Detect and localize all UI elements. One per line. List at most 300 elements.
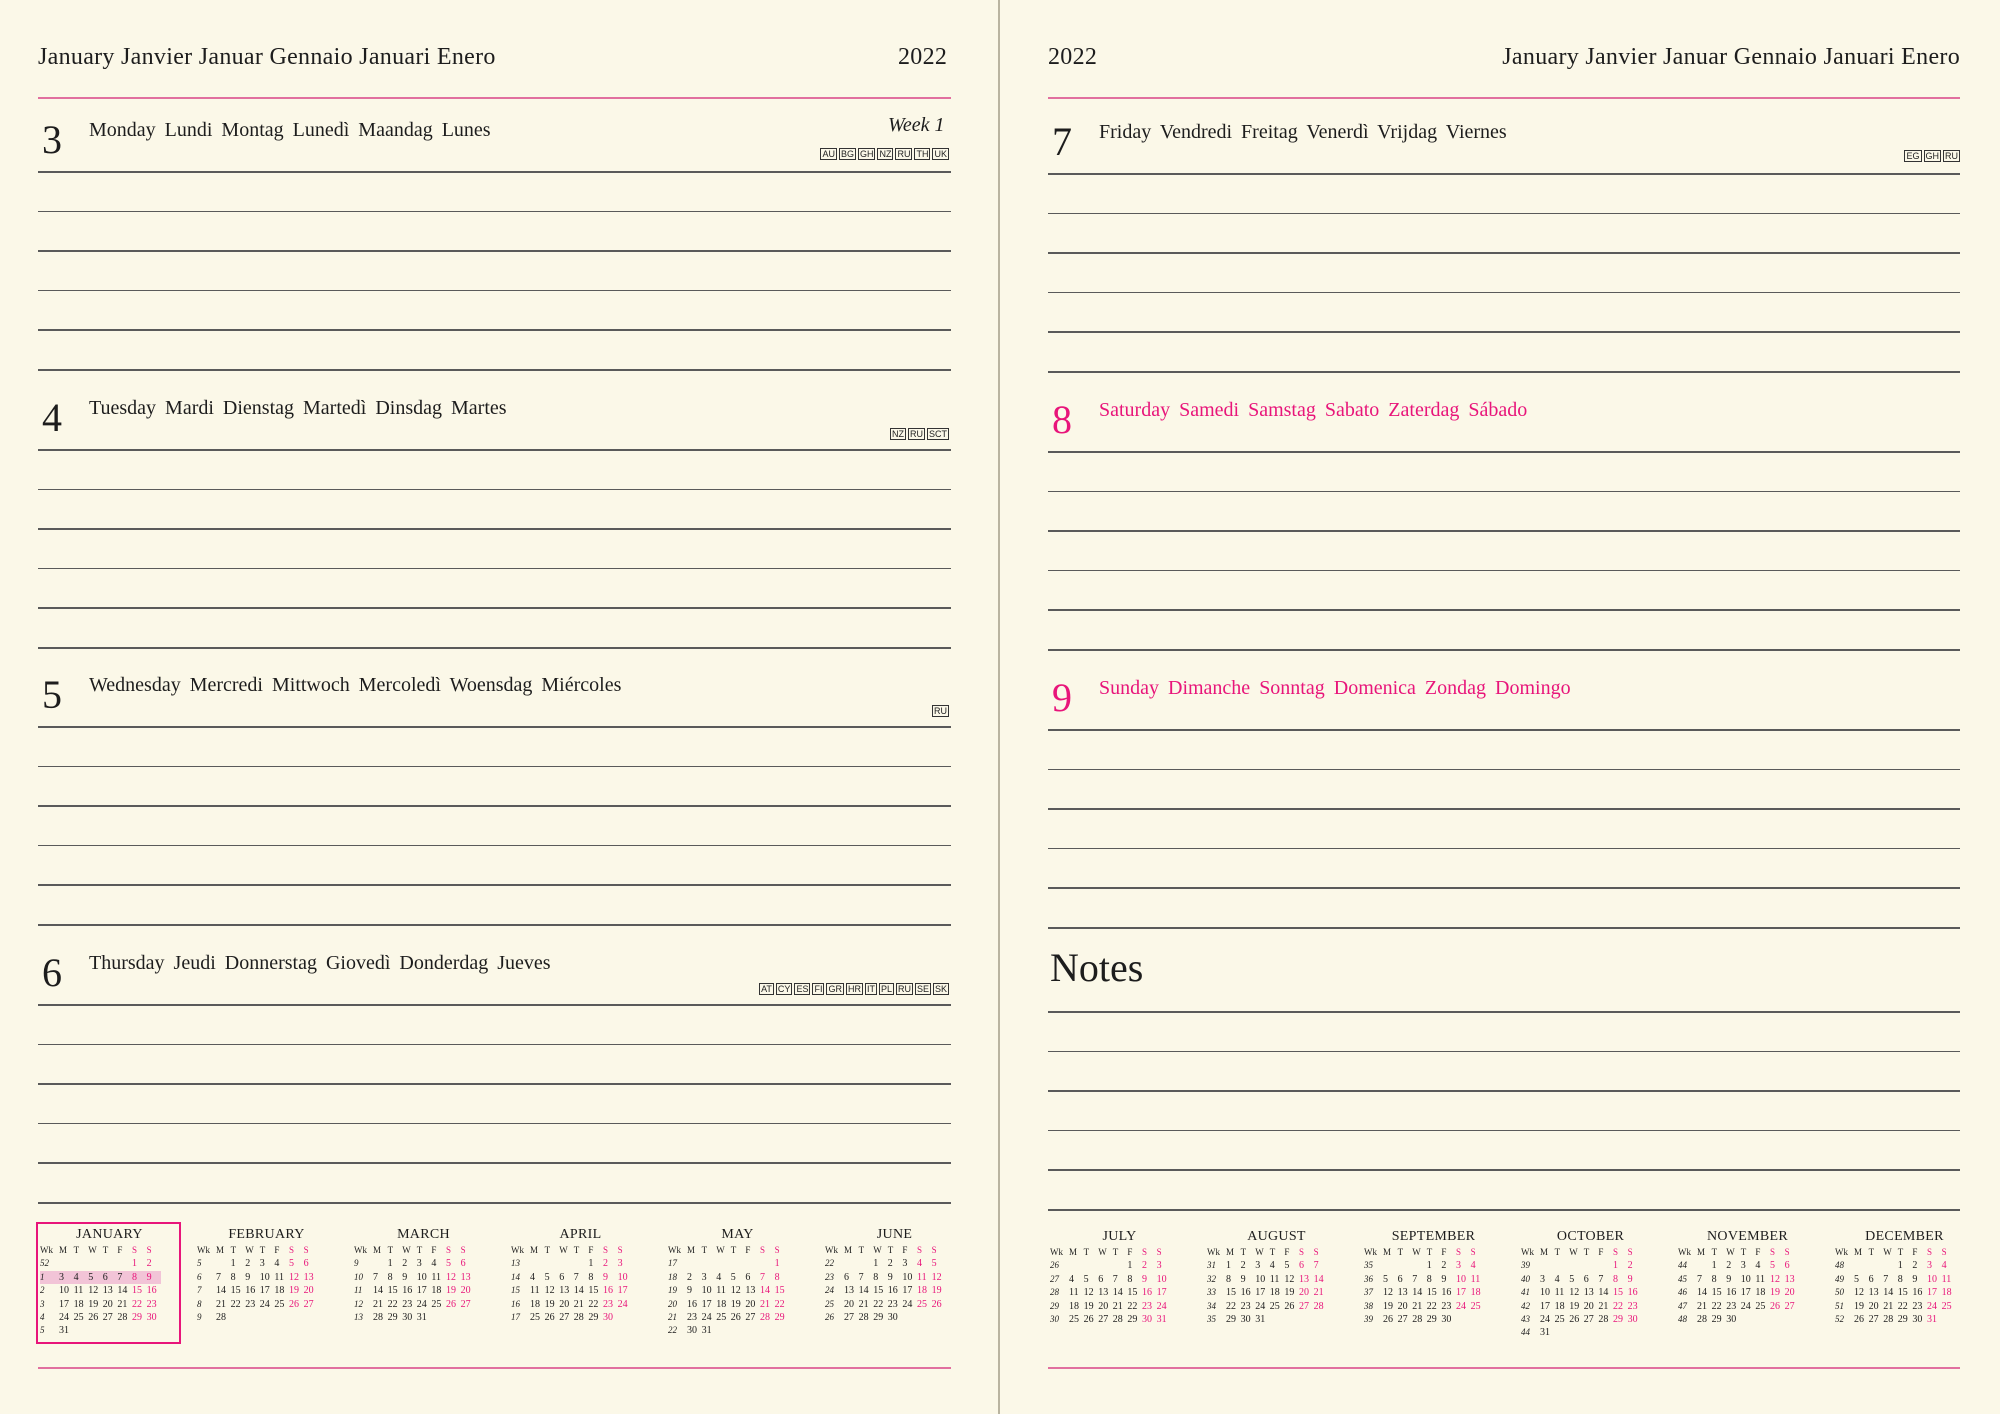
- calendar-day[interactable]: 8: [1711, 1273, 1717, 1285]
- calendar-day[interactable]: 24: [1740, 1300, 1751, 1312]
- calendar-day[interactable]: 19: [931, 1285, 942, 1297]
- calendar-day[interactable]: 29: [1426, 1314, 1437, 1326]
- calendar-day[interactable]: 24: [1926, 1300, 1937, 1312]
- calendar-day[interactable]: 18: [1941, 1287, 1952, 1299]
- calendar-day[interactable]: 7: [117, 1271, 132, 1284]
- calendar-day[interactable]: 6: [844, 1271, 849, 1283]
- calendar-day[interactable]: 17: [59, 1298, 69, 1310]
- calendar-day[interactable]: 28: [1598, 1314, 1609, 1326]
- calendar-day[interactable]: 6: [1583, 1273, 1589, 1285]
- writing-line[interactable]: [38, 568, 951, 570]
- calendar-day[interactable]: 28: [573, 1312, 584, 1324]
- calendar-day[interactable]: 17: [1455, 1287, 1466, 1299]
- notes-writing-line[interactable]: [1048, 1090, 1960, 1092]
- calendar-day[interactable]: 9: [1912, 1273, 1918, 1285]
- calendar-day[interactable]: 12: [544, 1285, 555, 1297]
- calendar-day[interactable]: 12: [1383, 1287, 1393, 1299]
- writing-line[interactable]: [38, 171, 951, 173]
- calendar-day[interactable]: 6: [460, 1258, 466, 1270]
- mini-calendar-july[interactable]: [1048, 1226, 1189, 1344]
- calendar-day[interactable]: 18: [916, 1285, 927, 1297]
- writing-line[interactable]: [1048, 927, 1960, 929]
- calendar-day[interactable]: 13: [303, 1271, 314, 1283]
- calendar-day[interactable]: 11: [916, 1271, 927, 1283]
- calendar-day[interactable]: 8: [1127, 1273, 1133, 1285]
- calendar-day[interactable]: 1: [873, 1258, 879, 1270]
- writing-line[interactable]: [1048, 530, 1960, 532]
- calendar-day[interactable]: 22: [131, 1298, 142, 1310]
- calendar-day[interactable]: 4: [431, 1258, 437, 1270]
- calendar-day[interactable]: 1: [588, 1258, 594, 1270]
- calendar-day[interactable]: 12: [288, 1271, 299, 1283]
- calendar-day[interactable]: 23: [402, 1298, 413, 1310]
- calendar-day[interactable]: 2: [1441, 1260, 1447, 1272]
- calendar-day[interactable]: 1: [774, 1258, 780, 1270]
- calendar-day[interactable]: 23: [1726, 1300, 1737, 1312]
- calendar-day[interactable]: 19: [445, 1285, 456, 1297]
- calendar-day[interactable]: 13: [460, 1271, 471, 1283]
- calendar-day[interactable]: 20: [844, 1298, 854, 1310]
- calendar-day[interactable]: 20: [1868, 1300, 1879, 1312]
- calendar-day[interactable]: 3: [259, 1258, 265, 1270]
- notes-writing-line[interactable]: [1048, 1130, 1960, 1132]
- calendar-day[interactable]: 20: [460, 1285, 471, 1297]
- calendar-day[interactable]: 28: [1697, 1314, 1707, 1326]
- calendar-day[interactable]: 13: [1298, 1273, 1309, 1285]
- calendar-day[interactable]: 2: [402, 1258, 408, 1270]
- calendar-day[interactable]: 9: [887, 1271, 893, 1283]
- calendar-day[interactable]: 13: [559, 1285, 570, 1297]
- calendar-day[interactable]: 11: [716, 1285, 726, 1297]
- calendar-day[interactable]: 21: [1883, 1300, 1894, 1312]
- calendar-day[interactable]: 25: [1269, 1300, 1280, 1312]
- calendar-day[interactable]: 23: [1441, 1300, 1452, 1312]
- calendar-day[interactable]: 31: [1156, 1314, 1167, 1326]
- calendar-day[interactable]: 27: [844, 1312, 854, 1324]
- calendar-day[interactable]: 11: [274, 1271, 285, 1283]
- calendar-day[interactable]: 5: [1284, 1260, 1290, 1272]
- calendar-day[interactable]: 18: [716, 1298, 727, 1310]
- calendar-day[interactable]: 9: [1627, 1273, 1633, 1285]
- writing-line[interactable]: [1048, 292, 1960, 294]
- calendar-day[interactable]: 20: [303, 1285, 314, 1297]
- calendar-day[interactable]: 19: [730, 1298, 741, 1310]
- calendar-day[interactable]: 29: [131, 1312, 142, 1324]
- calendar-day[interactable]: 23: [1627, 1300, 1638, 1312]
- calendar-day[interactable]: 17: [1926, 1287, 1937, 1299]
- writing-line[interactable]: [1048, 173, 1960, 175]
- calendar-day[interactable]: 12: [1083, 1287, 1094, 1299]
- writing-line[interactable]: [1048, 887, 1960, 889]
- writing-line[interactable]: [38, 449, 951, 451]
- calendar-day[interactable]: 28: [117, 1312, 128, 1324]
- calendar-day[interactable]: 29: [1127, 1314, 1138, 1326]
- calendar-day[interactable]: 10: [1455, 1273, 1466, 1285]
- mini-calendar-august[interactable]: [1205, 1226, 1346, 1344]
- calendar-day[interactable]: 15: [230, 1285, 241, 1297]
- calendar-day[interactable]: 27: [1098, 1314, 1109, 1326]
- notes-writing-line[interactable]: [1048, 1209, 1960, 1211]
- calendar-day[interactable]: 14: [373, 1285, 383, 1297]
- calendar-day[interactable]: 2: [245, 1258, 251, 1270]
- calendar-day[interactable]: 27: [460, 1298, 471, 1310]
- calendar-day[interactable]: 9: [245, 1271, 251, 1283]
- calendar-day[interactable]: 19: [88, 1298, 99, 1310]
- calendar-day[interactable]: 16: [146, 1285, 157, 1297]
- writing-line[interactable]: [38, 250, 951, 252]
- calendar-day[interactable]: 6: [1098, 1273, 1104, 1285]
- calendar-day[interactable]: 15: [873, 1285, 884, 1297]
- calendar-day[interactable]: 6: [745, 1271, 751, 1283]
- calendar-day[interactable]: 9: [602, 1271, 608, 1283]
- calendar-day[interactable]: 17: [259, 1285, 270, 1297]
- calendar-day[interactable]: 18: [1755, 1287, 1766, 1299]
- calendar-day[interactable]: 12: [445, 1271, 456, 1283]
- calendar-day[interactable]: 17: [1540, 1300, 1550, 1312]
- calendar-day[interactable]: 21: [1112, 1300, 1123, 1312]
- notes-writing-line[interactable]: [1048, 1051, 1960, 1053]
- calendar-day[interactable]: 14: [573, 1285, 584, 1297]
- calendar-day[interactable]: 3: [1156, 1260, 1162, 1272]
- calendar-day[interactable]: 22: [873, 1298, 884, 1310]
- calendar-day[interactable]: 26: [1284, 1300, 1295, 1312]
- calendar-day[interactable]: 26: [1769, 1300, 1780, 1312]
- calendar-day[interactable]: 13: [745, 1285, 756, 1297]
- writing-line[interactable]: [38, 884, 951, 886]
- calendar-day[interactable]: 5: [1854, 1273, 1859, 1285]
- calendar-day[interactable]: 13: [1098, 1287, 1109, 1299]
- calendar-day[interactable]: 23: [687, 1312, 697, 1324]
- calendar-day[interactable]: 25: [274, 1298, 285, 1310]
- calendar-day[interactable]: 8: [774, 1271, 780, 1283]
- writing-line[interactable]: [38, 647, 951, 649]
- calendar-day[interactable]: 3: [1455, 1260, 1461, 1272]
- calendar-day[interactable]: 31: [701, 1325, 712, 1337]
- writing-line[interactable]: [1048, 371, 1960, 373]
- calendar-day[interactable]: 5: [544, 1271, 550, 1283]
- calendar-day[interactable]: 15: [774, 1285, 785, 1297]
- calendar-day[interactable]: 27: [303, 1298, 314, 1310]
- writing-line[interactable]: [1048, 252, 1960, 254]
- writing-line[interactable]: [38, 1044, 951, 1046]
- calendar-day[interactable]: 11: [530, 1285, 540, 1297]
- calendar-day[interactable]: 24: [1255, 1300, 1266, 1312]
- calendar-day[interactable]: 25: [716, 1312, 727, 1324]
- calendar-day[interactable]: 26: [288, 1298, 299, 1310]
- calendar-day[interactable]: 17: [416, 1285, 427, 1297]
- calendar-day[interactable]: 19: [544, 1298, 555, 1310]
- calendar-day[interactable]: 15: [131, 1285, 142, 1297]
- calendar-day[interactable]: 10: [902, 1271, 913, 1283]
- calendar-day[interactable]: 23: [1240, 1300, 1251, 1312]
- calendar-day[interactable]: 19: [1383, 1300, 1393, 1312]
- calendar-day[interactable]: 23: [887, 1298, 898, 1310]
- calendar-day[interactable]: 12: [931, 1271, 942, 1283]
- calendar-day[interactable]: 8: [1612, 1273, 1618, 1285]
- writing-line[interactable]: [1048, 491, 1960, 493]
- calendar-day[interactable]: 4: [1470, 1260, 1476, 1272]
- calendar-day[interactable]: 26: [1854, 1314, 1864, 1326]
- writing-line[interactable]: [1048, 729, 1960, 731]
- writing-line[interactable]: [1048, 570, 1960, 572]
- calendar-day[interactable]: 21: [117, 1298, 128, 1310]
- calendar-day[interactable]: 10: [1156, 1273, 1167, 1285]
- calendar-day[interactable]: 10: [59, 1285, 69, 1297]
- calendar-day[interactable]: 28: [1883, 1314, 1894, 1326]
- mini-calendar-january[interactable]: [38, 1224, 179, 1342]
- calendar-day[interactable]: 19: [1854, 1300, 1864, 1312]
- calendar-day[interactable]: 22: [1426, 1300, 1437, 1312]
- calendar-day[interactable]: 24: [1156, 1300, 1167, 1312]
- calendar-day[interactable]: 28: [1313, 1300, 1324, 1312]
- notes-writing-line[interactable]: [1048, 1169, 1960, 1171]
- calendar-day[interactable]: 12: [1769, 1273, 1780, 1285]
- writing-line[interactable]: [38, 607, 951, 609]
- calendar-day[interactable]: 7: [1112, 1273, 1118, 1285]
- calendar-day[interactable]: 4: [274, 1258, 280, 1270]
- calendar-day[interactable]: 1: [230, 1258, 236, 1270]
- mini-calendar-september[interactable]: [1362, 1226, 1503, 1344]
- calendar-day[interactable]: 25: [1470, 1300, 1481, 1312]
- calendar-day[interactable]: 7: [373, 1271, 378, 1283]
- calendar-day[interactable]: 6: [103, 1271, 118, 1284]
- calendar-day[interactable]: 20: [1098, 1300, 1109, 1312]
- calendar-day[interactable]: 2: [602, 1258, 608, 1270]
- calendar-day[interactable]: 29: [387, 1312, 398, 1324]
- mini-calendar-may[interactable]: [666, 1224, 807, 1342]
- calendar-day[interactable]: 25: [1941, 1300, 1952, 1312]
- calendar-day[interactable]: 22: [1226, 1300, 1236, 1312]
- writing-line[interactable]: [38, 489, 951, 491]
- calendar-day[interactable]: 29: [1711, 1314, 1722, 1326]
- calendar-day[interactable]: 14: [759, 1285, 770, 1297]
- writing-line[interactable]: [38, 1004, 951, 1006]
- calendar-day[interactable]: 21: [759, 1298, 770, 1310]
- calendar-day[interactable]: 8: [230, 1271, 236, 1283]
- calendar-day[interactable]: 26: [88, 1312, 99, 1324]
- writing-line[interactable]: [38, 211, 951, 213]
- calendar-day[interactable]: 20: [1583, 1300, 1594, 1312]
- writing-line[interactable]: [1048, 213, 1960, 215]
- calendar-day[interactable]: 19: [1083, 1300, 1094, 1312]
- calendar-day[interactable]: 14: [1598, 1287, 1609, 1299]
- calendar-day[interactable]: 24: [617, 1298, 628, 1310]
- calendar-day[interactable]: 14: [1112, 1287, 1123, 1299]
- calendar-day[interactable]: 22: [1612, 1300, 1623, 1312]
- calendar-day[interactable]: 8: [1897, 1273, 1903, 1285]
- calendar-day[interactable]: 1: [1897, 1260, 1903, 1272]
- calendar-day[interactable]: 4: [716, 1271, 722, 1283]
- writing-line[interactable]: [38, 1202, 951, 1204]
- calendar-day[interactable]: 16: [402, 1285, 413, 1297]
- calendar-day[interactable]: 14: [858, 1285, 869, 1297]
- calendar-day[interactable]: 27: [102, 1312, 113, 1324]
- calendar-day[interactable]: 20: [102, 1298, 113, 1310]
- calendar-day[interactable]: 27: [1583, 1314, 1594, 1326]
- calendar-day[interactable]: 24: [59, 1312, 69, 1324]
- calendar-day[interactable]: 19: [1284, 1287, 1295, 1299]
- calendar-day[interactable]: 3: [416, 1258, 422, 1270]
- calendar-day[interactable]: 7: [1313, 1260, 1319, 1272]
- calendar-day[interactable]: 28: [1412, 1314, 1423, 1326]
- calendar-day[interactable]: 28: [858, 1312, 869, 1324]
- calendar-day[interactable]: 19: [1569, 1300, 1580, 1312]
- calendar-day[interactable]: 25: [1755, 1300, 1766, 1312]
- calendar-day[interactable]: 3: [617, 1258, 623, 1270]
- calendar-day[interactable]: 6: [1868, 1273, 1874, 1285]
- calendar-day[interactable]: 4: [530, 1271, 535, 1283]
- calendar-day[interactable]: 4: [916, 1258, 922, 1270]
- calendar-day[interactable]: 22: [230, 1298, 241, 1310]
- calendar-day[interactable]: 29: [774, 1312, 785, 1324]
- calendar-day[interactable]: 26: [1383, 1314, 1393, 1326]
- calendar-day[interactable]: 24: [416, 1298, 427, 1310]
- calendar-day[interactable]: 16: [1441, 1287, 1452, 1299]
- calendar-day[interactable]: 26: [1569, 1314, 1580, 1326]
- writing-line[interactable]: [1048, 451, 1960, 453]
- calendar-day[interactable]: 24: [701, 1312, 712, 1324]
- calendar-day[interactable]: 14: [216, 1285, 226, 1297]
- calendar-day[interactable]: 24: [259, 1298, 270, 1310]
- calendar-day[interactable]: 15: [1897, 1287, 1908, 1299]
- calendar-day[interactable]: 11: [1941, 1273, 1952, 1285]
- calendar-day[interactable]: 13: [1868, 1287, 1879, 1299]
- calendar-day[interactable]: 16: [1240, 1287, 1251, 1299]
- calendar-day[interactable]: 2: [687, 1271, 692, 1283]
- calendar-day[interactable]: 1: [1711, 1260, 1717, 1272]
- calendar-day[interactable]: 21: [1598, 1300, 1609, 1312]
- calendar-day[interactable]: 21: [373, 1298, 383, 1310]
- calendar-day[interactable]: 23: [245, 1298, 256, 1310]
- mini-calendar-june[interactable]: [823, 1224, 964, 1342]
- calendar-day[interactable]: 2: [1726, 1260, 1732, 1272]
- calendar-day[interactable]: 12: [1569, 1287, 1580, 1299]
- calendar-day[interactable]: 13: [1397, 1287, 1408, 1299]
- calendar-day[interactable]: 6: [303, 1258, 309, 1270]
- calendar-day[interactable]: 14: [1883, 1287, 1894, 1299]
- writing-line[interactable]: [38, 924, 951, 926]
- calendar-day[interactable]: 8: [387, 1271, 393, 1283]
- calendar-day[interactable]: 27: [1784, 1300, 1795, 1312]
- calendar-day[interactable]: 8: [873, 1271, 879, 1283]
- calendar-day[interactable]: 7: [1697, 1273, 1702, 1285]
- calendar-day[interactable]: 12: [1854, 1287, 1864, 1299]
- writing-line[interactable]: [38, 1083, 951, 1085]
- calendar-day[interactable]: 4: [1554, 1273, 1560, 1285]
- calendar-day[interactable]: 16: [687, 1298, 697, 1310]
- calendar-day[interactable]: 9: [687, 1285, 692, 1297]
- calendar-day[interactable]: 5: [730, 1271, 736, 1283]
- calendar-day[interactable]: 15: [588, 1285, 599, 1297]
- calendar-day[interactable]: 6: [1784, 1260, 1790, 1272]
- calendar-day[interactable]: 26: [1083, 1314, 1094, 1326]
- calendar-day[interactable]: 9: [1141, 1273, 1147, 1285]
- calendar-day[interactable]: 1: [387, 1258, 393, 1270]
- calendar-day[interactable]: 17: [1156, 1287, 1167, 1299]
- calendar-day[interactable]: 20: [745, 1298, 756, 1310]
- calendar-day[interactable]: 15: [1711, 1287, 1722, 1299]
- writing-line[interactable]: [1048, 609, 1960, 611]
- calendar-day[interactable]: 29: [1226, 1314, 1236, 1326]
- calendar-day[interactable]: 22: [588, 1298, 599, 1310]
- calendar-day[interactable]: 7: [1598, 1273, 1604, 1285]
- calendar-day[interactable]: 10: [1540, 1287, 1550, 1299]
- calendar-day[interactable]: 30: [1726, 1314, 1737, 1326]
- writing-line[interactable]: [38, 290, 951, 292]
- calendar-day[interactable]: 5: [445, 1258, 451, 1270]
- calendar-day[interactable]: 15: [1612, 1287, 1623, 1299]
- calendar-day[interactable]: 31: [1255, 1314, 1266, 1326]
- writing-line[interactable]: [38, 845, 951, 847]
- calendar-day[interactable]: 30: [887, 1312, 898, 1324]
- calendar-day[interactable]: 15: [387, 1285, 398, 1297]
- calendar-day[interactable]: 5: [931, 1258, 937, 1270]
- calendar-day[interactable]: 30: [146, 1312, 157, 1324]
- writing-line[interactable]: [1048, 848, 1960, 850]
- calendar-day[interactable]: 7: [1412, 1273, 1418, 1285]
- mini-calendar-february[interactable]: [195, 1224, 336, 1342]
- calendar-day[interactable]: 27: [559, 1312, 570, 1324]
- calendar-day[interactable]: 22: [774, 1298, 785, 1310]
- calendar-day[interactable]: 5: [288, 1258, 294, 1270]
- calendar-day[interactable]: 13: [102, 1285, 113, 1297]
- calendar-day[interactable]: 20: [1784, 1287, 1795, 1299]
- notes-writing-line[interactable]: [1048, 1011, 1960, 1013]
- calendar-day[interactable]: 12: [730, 1285, 741, 1297]
- calendar-day[interactable]: 12: [88, 1285, 99, 1297]
- calendar-day[interactable]: 21: [573, 1298, 584, 1310]
- calendar-day[interactable]: 16: [1912, 1287, 1923, 1299]
- calendar-day[interactable]: 3: [59, 1271, 74, 1284]
- mini-calendar-november[interactable]: [1676, 1226, 1817, 1344]
- calendar-day[interactable]: 27: [745, 1312, 756, 1324]
- calendar-day[interactable]: 22: [387, 1298, 398, 1310]
- calendar-day[interactable]: 5: [1769, 1260, 1775, 1272]
- calendar-day[interactable]: 16: [1627, 1287, 1638, 1299]
- calendar-day[interactable]: 23: [1912, 1300, 1923, 1312]
- calendar-day[interactable]: 23: [602, 1298, 613, 1310]
- calendar-day[interactable]: 22: [1127, 1300, 1138, 1312]
- calendar-day[interactable]: 30: [1141, 1314, 1152, 1326]
- calendar-day[interactable]: 2: [1240, 1260, 1246, 1272]
- calendar-day[interactable]: 18: [1069, 1300, 1079, 1312]
- calendar-day[interactable]: 29: [1612, 1314, 1623, 1326]
- calendar-day[interactable]: 23: [1141, 1300, 1152, 1312]
- calendar-day[interactable]: 10: [1255, 1273, 1266, 1285]
- calendar-day[interactable]: 27: [1868, 1314, 1879, 1326]
- calendar-day[interactable]: 18: [274, 1285, 285, 1297]
- writing-line[interactable]: [38, 805, 951, 807]
- calendar-day[interactable]: 10: [617, 1271, 628, 1283]
- calendar-day[interactable]: 25: [1554, 1314, 1565, 1326]
- calendar-day[interactable]: 10: [1740, 1273, 1751, 1285]
- calendar-day[interactable]: 1: [1226, 1260, 1231, 1272]
- calendar-day[interactable]: 8: [1226, 1273, 1231, 1285]
- calendar-day[interactable]: 7: [759, 1271, 765, 1283]
- calendar-day[interactable]: 11: [1269, 1273, 1280, 1285]
- calendar-day[interactable]: 21: [858, 1298, 869, 1310]
- writing-line[interactable]: [1048, 331, 1960, 333]
- calendar-day[interactable]: 27: [1397, 1314, 1408, 1326]
- calendar-day[interactable]: 30: [402, 1312, 413, 1324]
- calendar-day[interactable]: 30: [1912, 1314, 1923, 1326]
- calendar-day[interactable]: 28: [216, 1312, 226, 1324]
- calendar-day[interactable]: 2: [887, 1258, 893, 1270]
- mini-calendar-march[interactable]: [352, 1224, 493, 1342]
- writing-line[interactable]: [1048, 769, 1960, 771]
- calendar-day[interactable]: 20: [559, 1298, 570, 1310]
- calendar-day[interactable]: 31: [1926, 1314, 1937, 1326]
